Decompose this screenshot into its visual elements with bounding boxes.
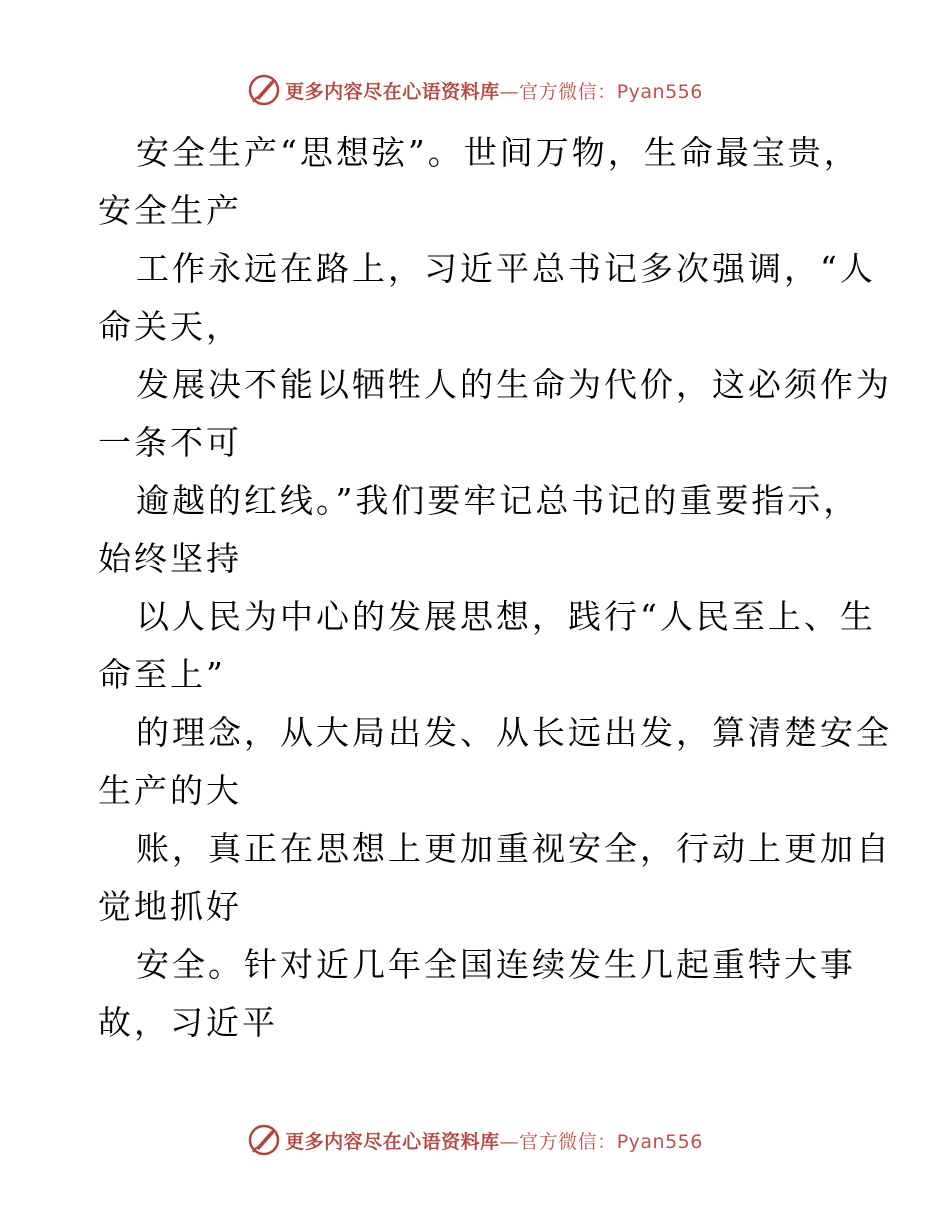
paragraph-line: 的理念，从大局出发、从长远出发，算清楚安全 — [136, 713, 892, 752]
text-paragraph — [98, 472, 858, 588]
wechat-id: Pyan556 — [616, 80, 703, 103]
header-banner — [0, 70, 950, 110]
paragraph-line: 账，真正在思想上更加重视安全，行动上更加自 — [136, 829, 892, 868]
paragraph-line: 始终坚持 — [98, 539, 242, 578]
paragraph-line: 命关天， — [98, 307, 242, 346]
text-paragraph — [98, 704, 892, 820]
text-paragraph — [98, 240, 876, 356]
footer-banner-text: 更多内容尽在心语资料库—官方微信：Pyan556 — [285, 1130, 703, 1153]
document-body — [98, 124, 892, 1052]
paragraph-line: 工作永远在路上，习近平总书记多次强调，“人 — [136, 249, 876, 288]
text-paragraph — [98, 356, 892, 472]
header-banner-text: 更多内容尽在心语资料库—官方微信：Pyan556 — [285, 80, 703, 103]
text-paragraph — [98, 820, 892, 936]
paragraph-line: 安全生产“思想弦”。世间万物，生命最宝贵， — [136, 133, 860, 172]
paragraph-line: 故，习近平 — [98, 1003, 278, 1042]
paragraph-line: 一条不可 — [98, 423, 242, 462]
text-paragraph — [98, 124, 858, 240]
paragraph-line: 逾越的红线。”我们要牢记总书记的重要指示， — [136, 481, 860, 520]
paragraph-line: 安全。针对近几年全国连续发生几起重特大事 — [136, 945, 856, 984]
paragraph-line: 生产的大 — [98, 771, 242, 810]
quill-logo-icon — [247, 73, 281, 107]
wechat-id: Pyan556 — [616, 1130, 703, 1153]
footer-banner — [0, 1120, 950, 1160]
paragraph-line: 命至上” — [98, 655, 226, 694]
paragraph-line: 安全生产 — [98, 191, 242, 230]
paragraph-line: 觉地抓好 — [98, 887, 242, 926]
quill-logo-icon — [247, 1123, 281, 1157]
paragraph-line: 发展决不能以牺牲人的生命为代价，这必须作为 — [136, 365, 892, 404]
text-paragraph — [98, 588, 876, 704]
paragraph-line: 以人民为中心的发展思想，践行“人民至上、生 — [136, 597, 876, 636]
text-paragraph — [98, 936, 858, 1052]
